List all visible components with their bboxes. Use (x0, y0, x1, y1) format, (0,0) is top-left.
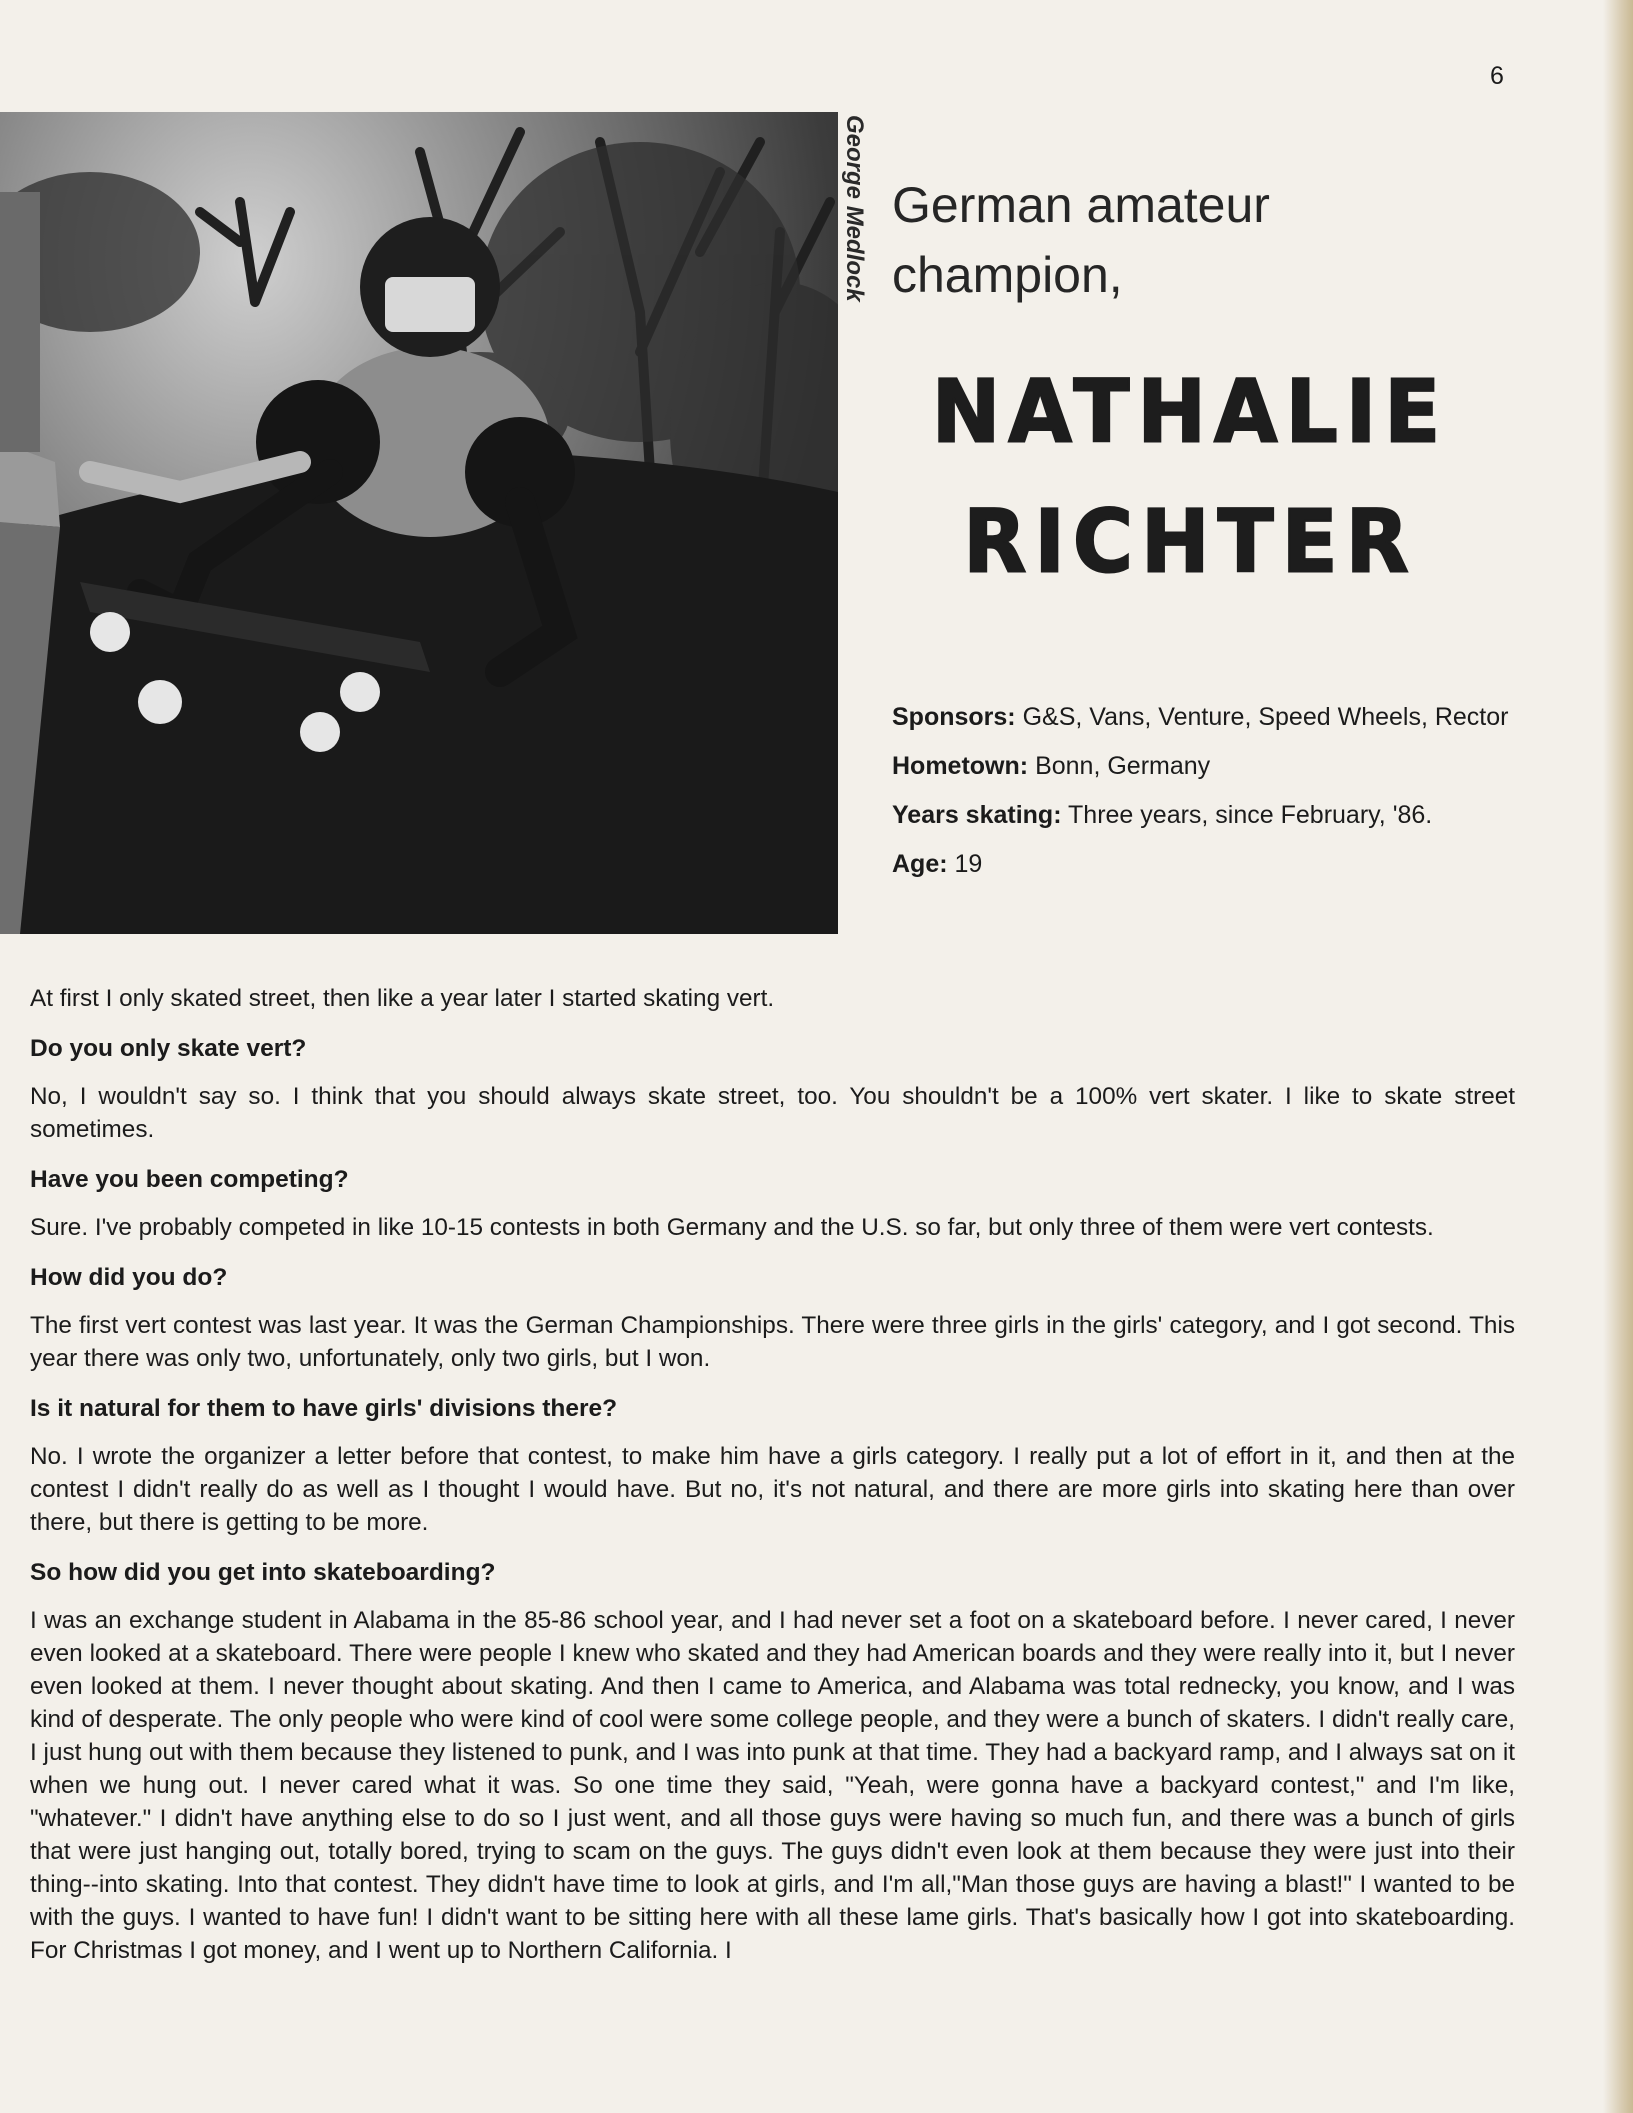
fact-age (892, 847, 1512, 882)
photo-credit: George Medlock (841, 115, 868, 302)
fact-hometown (892, 749, 1512, 784)
answer-paragraph: No, I wouldn't say so. I think that you should always skate street, too. You shouldn't be a 100% vert skater. I like to skate street sometimes. (30, 1083, 1515, 1143)
fact-value: 19 (954, 850, 983, 878)
fact-sponsors (892, 700, 1512, 735)
fact-label: Years skating: (892, 801, 1062, 829)
fact-label: Sponsors: (892, 703, 1016, 731)
fact-value: Three years, since February, '86. (1068, 801, 1433, 829)
question-heading: So how did you get into skateboarding? (30, 1559, 496, 1586)
question-heading: Do you only skate vert? (30, 1035, 307, 1062)
article-subtitle (892, 170, 1412, 310)
answer-paragraph: I was an exchange student in Alabama in the 85-86 school year, and I had never set a foot on a skateboard before. I never cared, I never even looked at a skateboard. There were people I knew who skated and they had American boards and they were really into it, but I never even looked at them. I never thought about skating. And then I came to America, and Alabama was total rednecky, you know, and I was kind of desperate. The only people who were kind of cool were some college people, and they were a bunch of skaters. I didn't really care, I just hung out with them because they listened to punk, and I was into punk at that time. They had a backyard ramp, and I always sat on it when we hung out. I never cared what it was. So one time they said, "Yeah, were gonna have a backyard contest," and I'm like, "whatever." I didn't have anything else to do so I just went, and all those guys were having so much fun, and there was a bunch of girls that were just hanging out, totally bored, trying to scam on the guys. The guys didn't even look at them because they were just into their thing--into skating. Into that contest. They didn't have time to look at girls, and I'm all,"Man those guys are having a blast!" I wanted to be with the guys. I wanted to have fun! I didn't want to be sitting here with all these lame girls. That's basically how I got into skateboarding. For Christmas I got money, and I went up to Northern California. I (30, 1607, 1515, 1964)
fact-list (892, 700, 1512, 896)
subtitle-line-2: champion, (892, 247, 1123, 303)
answer-paragraph: The first vert contest was last year. It was the German Championships. There were three girls in the girls' category, and I got second. This year there was only two, unfortunately, only two girls, but I won. (30, 1312, 1515, 1372)
skater-illustration (0, 112, 838, 934)
interview-body (30, 982, 1515, 1984)
skater-photo (0, 112, 838, 934)
fact-value: G&S, Vans, Venture, Speed Wheels, Rector (1022, 703, 1509, 731)
fact-label: Age: (892, 850, 948, 878)
page-edge (1603, 0, 1633, 2113)
name-last: RICHTER (963, 492, 1417, 593)
answer-paragraph: At first I only skated street, then like a year later I started skating vert. (30, 985, 775, 1012)
answer-paragraph: No. I wrote the organizer a letter before that contest, to make him have a girls category. I really put a lot of effort in it, and then at the contest I didn't really do as well as I thought I would have. But no, it's not natural, and there are more girls into skating here than over there, but there is getting to be more. (30, 1443, 1515, 1536)
fact-value: Bonn, Germany (1035, 752, 1211, 780)
subtitle-line-1: German amateur (892, 177, 1270, 233)
question-heading: How did you do? (30, 1264, 228, 1291)
name-first: NATHALIE (931, 362, 1449, 463)
question-heading: Have you been competing? (30, 1166, 349, 1193)
fact-years-skating (892, 798, 1512, 833)
question-heading: Is it natural for them to have girls' divisions there? (30, 1395, 618, 1422)
answer-paragraph: Sure. I've probably competed in like 10-15 contests in both Germany and the U.S. so far, but only three of them were vert contests. (30, 1214, 1434, 1241)
fact-label: Hometown: (892, 752, 1029, 780)
page-number: 6 (1490, 62, 1504, 90)
